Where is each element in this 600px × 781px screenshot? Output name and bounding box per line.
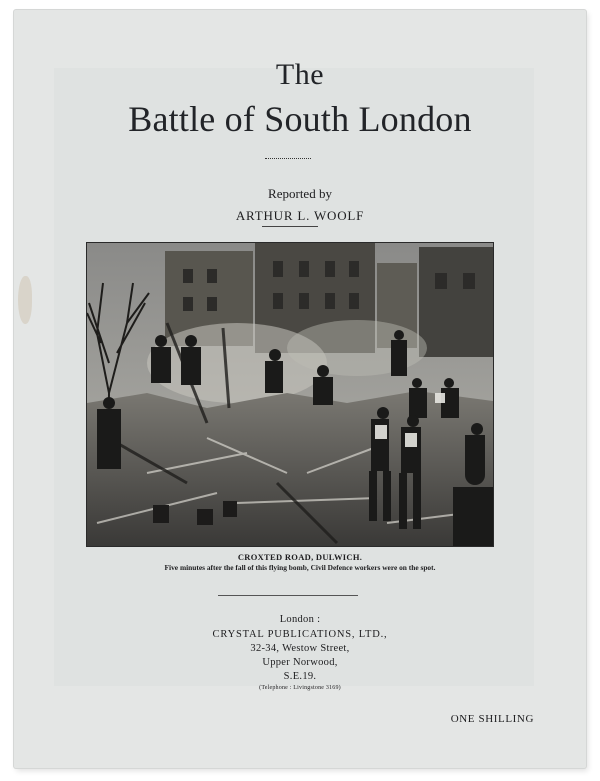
photo-caption-title: CROXTED ROAD, DULWICH.: [237, 552, 363, 562]
photo-caption-text: Five minutes after the fall of this flying bomb, Civil Defence workers were on the spot.: [164, 563, 436, 572]
bomb-site-photo-illustration: [87, 243, 493, 546]
publisher-name: CRYSTAL PUBLICATIONS, LTD.,: [212, 629, 388, 640]
cover-photograph: [86, 242, 494, 547]
publisher-street: 32-34, Westow Street,: [250, 643, 350, 654]
publisher-telephone: (Telephone : Livingstone 3169): [259, 685, 341, 691]
booklet-cover: [14, 10, 586, 768]
reported-by-label: Reported by: [268, 186, 332, 201]
publisher-city: London :: [279, 614, 321, 625]
publisher-divider: [218, 595, 358, 596]
author-divider: [262, 226, 318, 227]
title-line-2: Battle of South London: [128, 99, 472, 139]
cover-price: ONE SHILLING: [450, 713, 534, 725]
author-name: ARTHUR L. WOOLF: [235, 208, 365, 223]
publisher-district: Upper Norwood,: [262, 657, 338, 668]
title-line-1: The: [275, 58, 325, 91]
publisher-postcode: S.E.19.: [283, 671, 317, 682]
title-divider: [265, 158, 311, 159]
paper-edge-tear: [18, 276, 32, 324]
